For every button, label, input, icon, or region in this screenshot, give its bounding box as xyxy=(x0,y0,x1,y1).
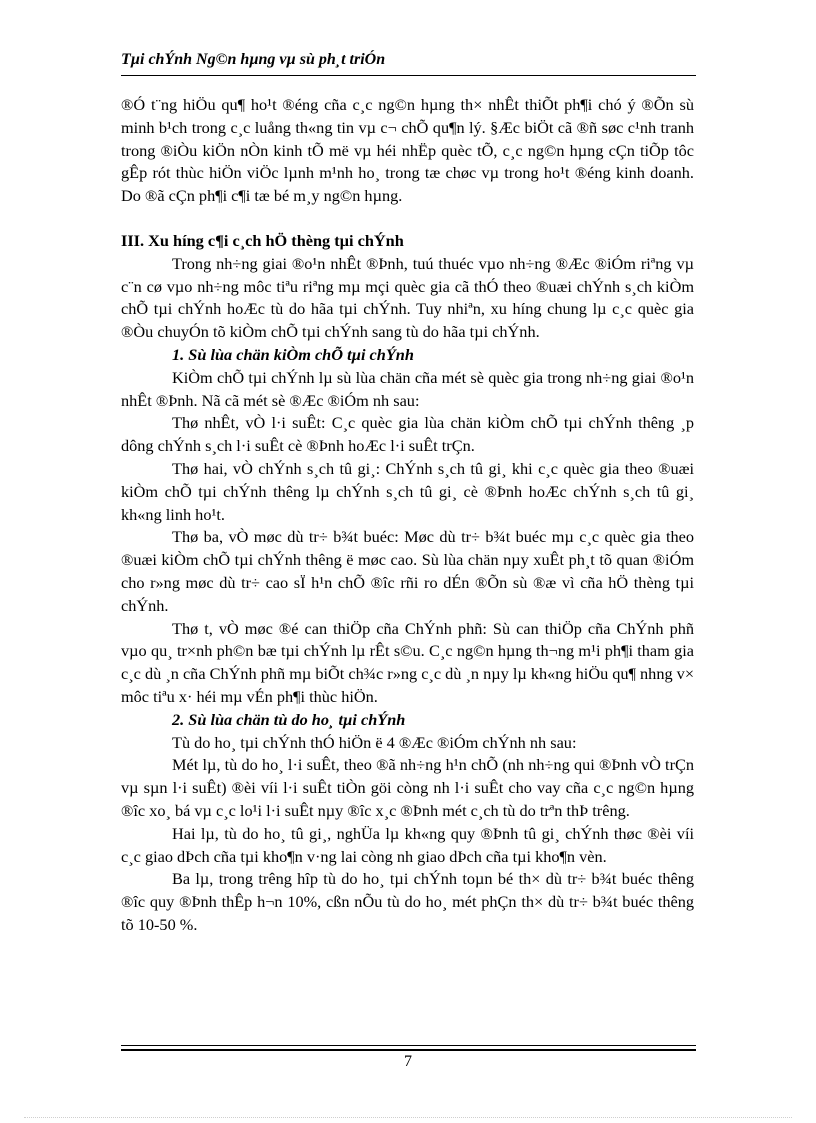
subsection-2-paragraph: Mét lµ, tù do ho¸ l·i suÊt, theo ®ã nh÷ng h¹n chÕ (nh nh÷ng qui ®Þnh vÒ trÇn vµ sµn l·i suÊt) ®èi víi l·i suÊt tiÒn göi còng nh l·i suÊt cho vay cña c¸c ng©n hµng ®îc xo¸ bá vµ c¸c lo¹i l·i suÊt nµy ®îc x¸c ®Þnh mét c¸ch tù do trªn thÞ trêng. xyxy=(121,755,694,820)
page-content xyxy=(121,94,694,937)
page-header xyxy=(121,49,696,76)
subsection-1-paragraph: Thø ba, vÒ møc dù tr÷ b¾t buéc: Møc dù tr÷ b¾t buéc mµ c¸c quèc gia theo ®uæi kiÒm chÕ tµi chÝnh thêng ë møc cao. Sù lùa chän nµy xuÊt ph¸t tõ quan ®iÓm cho r»ng møc dù tr÷ cao sÏ h¹n chÕ ®îc rñi ro dÉn ®Õn sù ®æ vì cña hÖ thèng tµi chÝnh. xyxy=(121,527,694,615)
page-number: 7 xyxy=(404,1053,412,1070)
footer-rule xyxy=(121,1045,696,1046)
subsection-1-paragraph: KiÒm chÕ tµi chÝnh lµ sù lùa chän cña mét sè quèc gia trong nh÷ng giai ®o¹n nhÊt ®Þnh. Nã cã mét sè ®Æc ®iÓm nh sau: xyxy=(121,367,694,410)
subsection-2-paragraph: Tù do ho¸ tµi chÝnh thÓ hiÖn ë 4 ®Æc ®iÓm chÝnh nh sau: xyxy=(172,732,577,752)
subsection-2-paragraph: Ba lµ, trong trêng hîp tù do ho¸ tµi chÝnh toµn bé th× dù tr÷ b¾t buéc thêng ®îc quy ®Þnh thÊp h¬n 10%, cßn nÕu tù do ho¸ mét phÇn th× dù tr÷ b¾t buéc thêng tõ 10-50 %. xyxy=(121,869,694,934)
section-paragraph: Trong nh÷ng giai ®o¹n nhÊt ®Þnh, tuú thuéc vµo nh÷ng ®Æc ®iÓm riªng vµ c¨n cø vµo nh÷ng môc tiªu riªng mµ mçi quèc gia cã thÓ theo ®uæi chÝnh s¸ch kiÒm chÕ tµi chÝnh hoÆc tù do hãa tµi chÝnh. Tuy nhiªn, xu híng chung lµ c¸c quèc gia ®Òu chuyÓn tõ kiÒm chÕ tµi chÝnh sang tù do hãa tµi chÝnh. xyxy=(121,253,694,342)
section-title: III. Xu híng c¶i c¸ch hÖ thèng tµi chÝnh xyxy=(121,230,404,250)
header-title: Tµi chÝnh Ng©n hµng vµ sù ph¸t triÓn xyxy=(121,51,386,68)
footer-rule-thick xyxy=(121,1049,696,1051)
subsection-1-paragraph: Thø t, vÒ møc ®é can thiÖp cña ChÝnh phñ: Sù can thiÖp cña ChÝnh phñ vµo qu¸ tr×nh ph©n bæ tµi chÝnh lµ rÊt s©u. C¸c ng©n hµng th¬ng m¹i ph¶i tham gia c¸c dù ¸n cña ChÝnh phñ mµ biÕt ch¾c r»ng c¸c dù ¸n nµy lµ kh«ng hiÖu qu¶ nhng v× môc tiªu x· héi mµ vÉn ph¶i thùc hiÖn. xyxy=(121,618,694,706)
page-edge-divider xyxy=(24,1117,792,1118)
subsection-1-paragraph: Thø hai, vÒ chÝnh s¸ch tû gi¸: ChÝnh s¸ch tû gi¸ khi c¸c quèc gia theo ®uæi kiÒm chÕ tµi chÝnh thêng lµ chÝnh s¸ch tû gi¸ cè ®Þnh hoÆc chÝnh s¸ch tû gi¸ kh«ng linh ho¹t. xyxy=(121,458,694,524)
subsection-2-title: 2. Sù lùa chän tù do ho¸ tµi chÝnh xyxy=(172,709,406,729)
subsection-2-paragraph: Hai lµ, tù do ho¸ tû gi¸, nghÜa lµ kh«ng quy ®Þnh tû gi¸ chÝnh thøc ®èi víi c¸c giao dÞch cña tµi kho¶n v·ng lai còng nh giao dÞch cña tµi kho¶n vèn. xyxy=(121,823,694,866)
subsection-1-title: 1. Sù lùa chän kiÒm chÕ tµi chÝnh xyxy=(172,344,414,364)
subsection-1-paragraph: Thø nhÊt, vÒ l·i suÊt: C¸c quèc gia lùa chän kiÒm chÕ tµi chÝnh thêng ¸p dông chÝnh s¸ch l·i suÊt cè ®Þnh hoÆc l·i suÊt trÇn. xyxy=(121,413,694,456)
intro-paragraph: ®Ó t¨ng hiÖu qu¶ ho¹t ®éng cña c¸c ng©n hµng th× nhÊt thiÕt ph¶i chó ý ®Õn sù minh b¹ch trong c¸c luång th«ng tin vµ c¬ chÕ qu¶n lý. §Æc biÖt cã ®ñ søc c¹nh tranh trong ®iÒu kiÖn nÒn kinh tÕ më vµ héi nhËp quèc tÕ, c¸c ng©n hµng cÇn tiÕp tôc gÊp rót thùc hiÖn viÖc lµnh m¹nh ho¸ trong tæ chøc vµ trong ho¹t ®éng kinh doanh. Do ®ã cÇn ph¶i c¶i tæ bé m¸y ng©n hµng. xyxy=(121,95,694,206)
